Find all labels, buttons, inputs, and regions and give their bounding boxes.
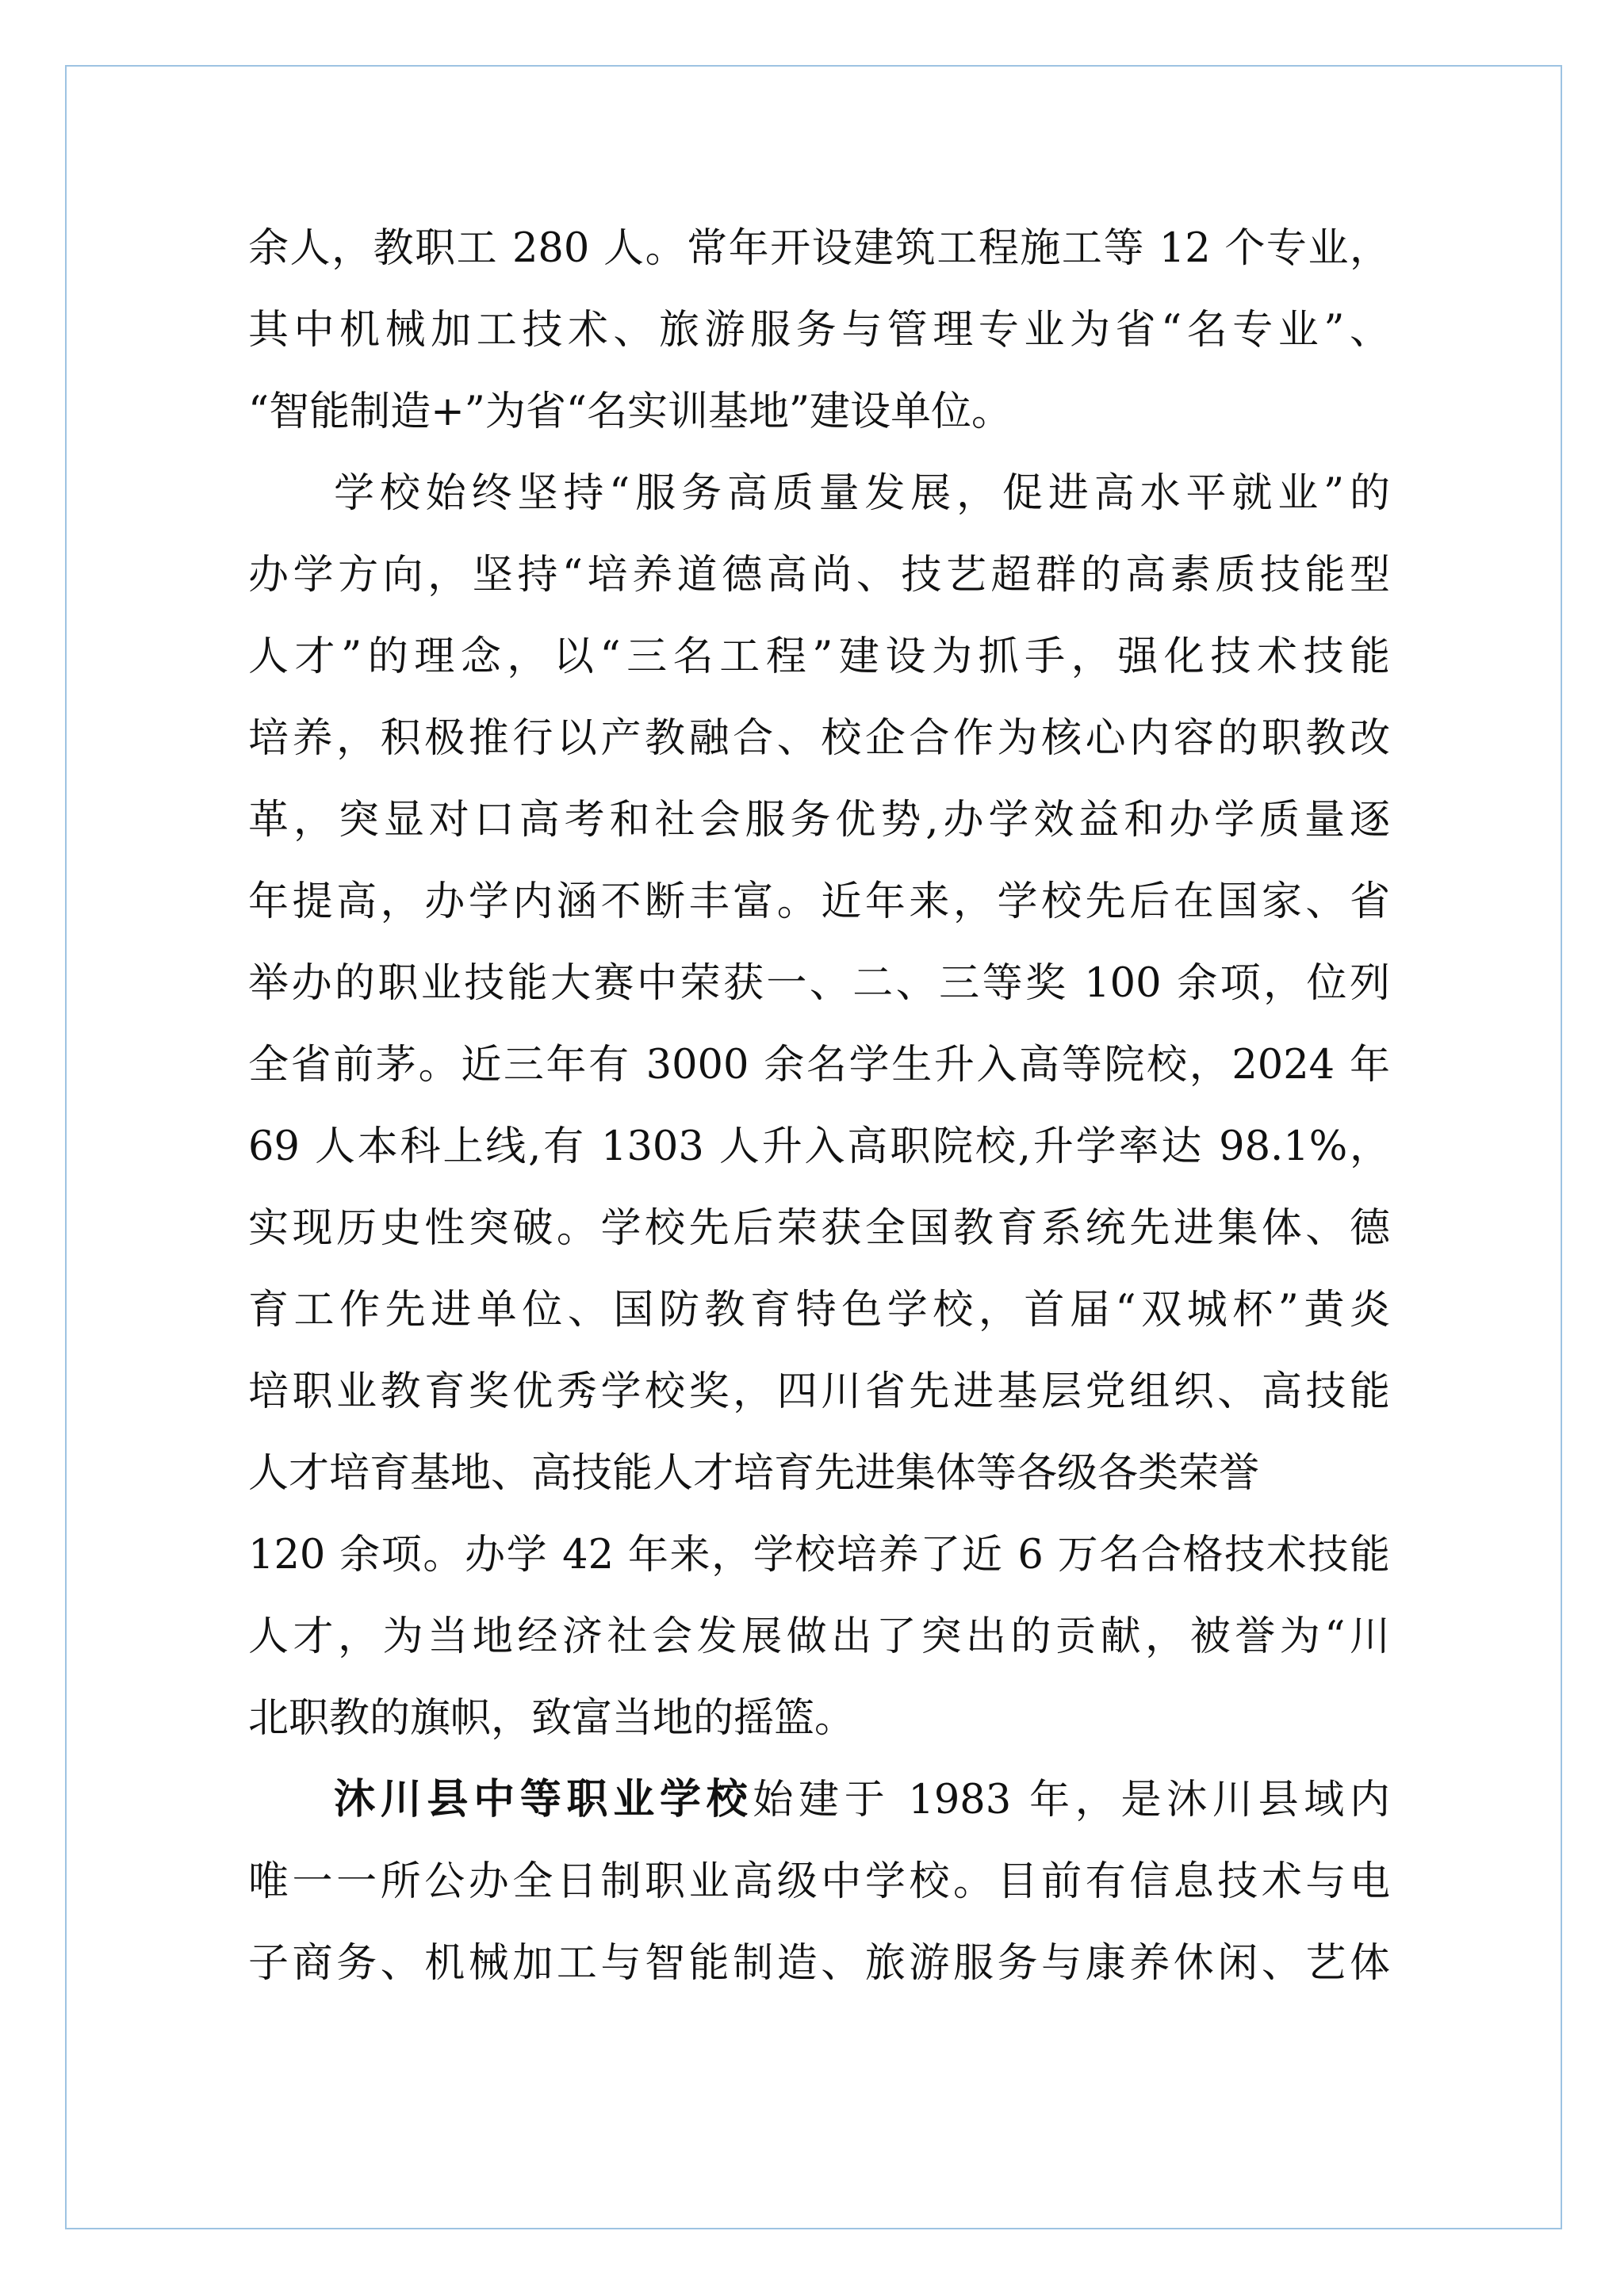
- document-body: [248, 208, 1390, 2004]
- paragraph-line: 革，突显对口高考和社会服务优势,办学效益和办学质量逐: [248, 797, 1390, 844]
- paragraph-line: 其中机械加工技术、旅游服务与管理专业为省“名专业”、: [248, 307, 1390, 354]
- paragraph-3: [248, 1759, 1390, 2004]
- paragraph-line: 培职业教育奖优秀学校奖，四川省先进基层党组织、高技能: [248, 1368, 1390, 1415]
- paragraph-1: [248, 208, 1390, 453]
- paragraph-line: 学校始终坚持“服务高质量发展，促进高水平就业”的: [334, 470, 1390, 517]
- paragraph-line: 年提高，办学内涵不断丰富。近年来，学校先后在国家、省: [248, 878, 1390, 925]
- paragraph-line: 育工作先进单位、国防教育特色学校，首届“双城杯”黄炎: [248, 1287, 1390, 1334]
- paragraph-line: 人才培育基地、高技能人才培育先进集体等各级各类荣誉: [248, 1450, 1260, 1497]
- paragraph-line: “智能制造+”为省“名实训基地”建设单位。: [248, 388, 1013, 435]
- paragraph-line: 人才，为当地经济社会发展做出了突出的贡献，被誉为“川: [248, 1613, 1390, 1660]
- paragraph-line: 全省前茅。近三年有 3000 余名学生升入高等院校，2024 年: [248, 1042, 1390, 1089]
- paragraph-line: 实现历史性突破。学校先后荣获全国教育系统先进集体、德: [248, 1205, 1390, 1252]
- paragraph-line: [248, 1759, 1390, 1841]
- paragraph-line: 人才”的理念，以“三名工程”建设为抓手，强化技术技能: [248, 633, 1390, 680]
- paragraph-line-text: 始建于 1983 年，是沐川县域内: [753, 1777, 1390, 1823]
- paragraph-2: [248, 453, 1390, 1759]
- paragraph-line: 唯一一所公办全日制职业高级中学校。目前有信息技术与电: [248, 1858, 1390, 1905]
- paragraph-line: 举办的职业技能大赛中荣获一、二、三等奖 100 余项，位列: [248, 960, 1390, 1007]
- school-name-bold: 沐川县中等职业学校: [334, 1776, 753, 1823]
- paragraph-line: 69 人本科上线,有 1303 人升入高职院校,升学率达 98.1%，: [248, 1123, 1390, 1170]
- paragraph-line: 办学方向，坚持“培养道德高尚、技艺超群的高素质技能型: [248, 552, 1390, 599]
- paragraph-line: 子商务、机械加工与智能制造、旅游服务与康养休闲、艺体: [248, 1940, 1390, 1987]
- paragraph-line: 北职教的旗帜，致富当地的摇篮。: [248, 1695, 856, 1742]
- paragraph-line: 培养，积极推行以产教融合、校企合作为核心内容的职教改: [248, 715, 1390, 762]
- paragraph-line: 120 余项。办学 42 年来，学校培养了近 6 万名合格技术技能: [248, 1532, 1390, 1578]
- paragraph-line: 余人，教职工 280 人。常年开设建筑工程施工等 12 个专业，: [248, 225, 1390, 272]
